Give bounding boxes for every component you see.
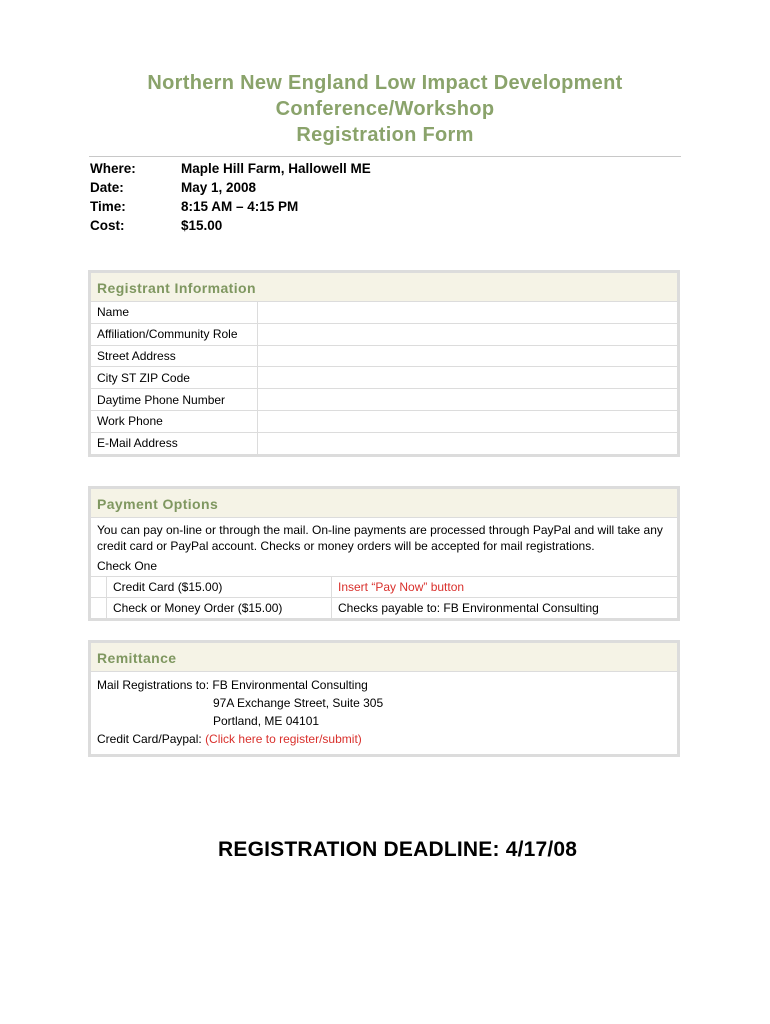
title-line-3: Registration Form: [296, 124, 474, 146]
remittance-heading: Remittance: [91, 643, 677, 672]
event-time-label: Time:: [90, 199, 126, 214]
payment-description: You can pay on-line or through the mail. On-line payments are processed through PayPal and will take any credit card or PayPal account. Checks or money orders will be accepted for mail registrations.: [97, 523, 663, 553]
event-where-label: Where:: [90, 161, 136, 176]
title-line-2: Conference/Workshop: [275, 98, 495, 120]
credit-card-paypal-label: Credit Card/Paypal:: [97, 732, 202, 746]
field-label-street: Street Address: [91, 345, 258, 367]
event-date-label: Date:: [90, 180, 124, 195]
street-address-field[interactable]: [258, 345, 678, 367]
remittance-body: [91, 672, 677, 754]
pay-now-note: Insert “Pay Now” button: [332, 577, 678, 598]
check-one-label: Check One: [97, 559, 158, 573]
field-label-name: Name: [91, 302, 258, 323]
affiliation-field[interactable]: [258, 323, 678, 345]
title-divider: [89, 156, 681, 157]
event-cost-value: $15.00: [181, 218, 223, 233]
credit-card-option: Credit Card ($15.00): [107, 577, 332, 598]
field-label-email: E-Mail Address: [91, 432, 258, 453]
form-title: [0, 70, 770, 148]
field-label-work-phone: Work Phone: [91, 410, 258, 432]
table-row: [91, 432, 677, 453]
check-money-order-option: Check or Money Order ($15.00): [107, 598, 332, 619]
online-line: [97, 730, 671, 748]
event-where-value: Maple Hill Farm, Hallowell ME: [181, 161, 371, 176]
payment-heading: Payment Options: [91, 489, 677, 518]
mail-registrations-label: Mail Registrations to:: [97, 678, 210, 692]
address-line-2: 97A Exchange Street, Suite 305: [213, 696, 384, 710]
city-state-zip-field[interactable]: [258, 367, 678, 389]
table-row: [91, 302, 677, 323]
field-label-daytime-phone: Daytime Phone Number: [91, 389, 258, 411]
registrant-table: [91, 302, 677, 454]
checks-payable-note: Checks payable to: FB Environmental Consulting: [332, 598, 678, 619]
email-field[interactable]: [258, 432, 678, 453]
table-row: [91, 367, 677, 389]
registrant-heading: Registrant Information: [91, 273, 677, 302]
mail-line: [97, 676, 671, 694]
table-row: [91, 410, 677, 432]
check-money-order-checkbox[interactable]: [91, 598, 107, 619]
work-phone-field[interactable]: [258, 410, 678, 432]
register-submit-link[interactable]: (Click here to register/submit): [205, 732, 362, 746]
table-row: [91, 323, 677, 345]
title-line-1: Northern New England Low Impact Development: [147, 72, 623, 94]
payment-panel: [88, 486, 680, 621]
field-label-affiliation: Affiliation/Community Role: [91, 323, 258, 345]
event-time-value: 8:15 AM – 4:15 PM: [181, 199, 299, 214]
event-date-value: May 1, 2008: [181, 180, 257, 195]
remittance-panel: [88, 640, 680, 757]
credit-card-checkbox[interactable]: [91, 577, 107, 598]
name-field[interactable]: [258, 302, 678, 323]
registration-deadline: REGISTRATION DEADLINE: 4/17/08: [218, 838, 578, 861]
table-row: [91, 577, 677, 598]
address-line-1: FB Environmental Consulting: [212, 678, 368, 692]
table-row: [91, 389, 677, 411]
field-label-city: City ST ZIP Code: [91, 367, 258, 389]
address-line-3: Portland, ME 04101: [213, 714, 320, 728]
table-row: [91, 345, 677, 367]
registrant-panel: [88, 270, 680, 457]
event-cost-label: Cost:: [90, 218, 125, 233]
payment-options-table: [91, 576, 677, 618]
daytime-phone-field[interactable]: [258, 389, 678, 411]
table-row: [91, 598, 677, 619]
